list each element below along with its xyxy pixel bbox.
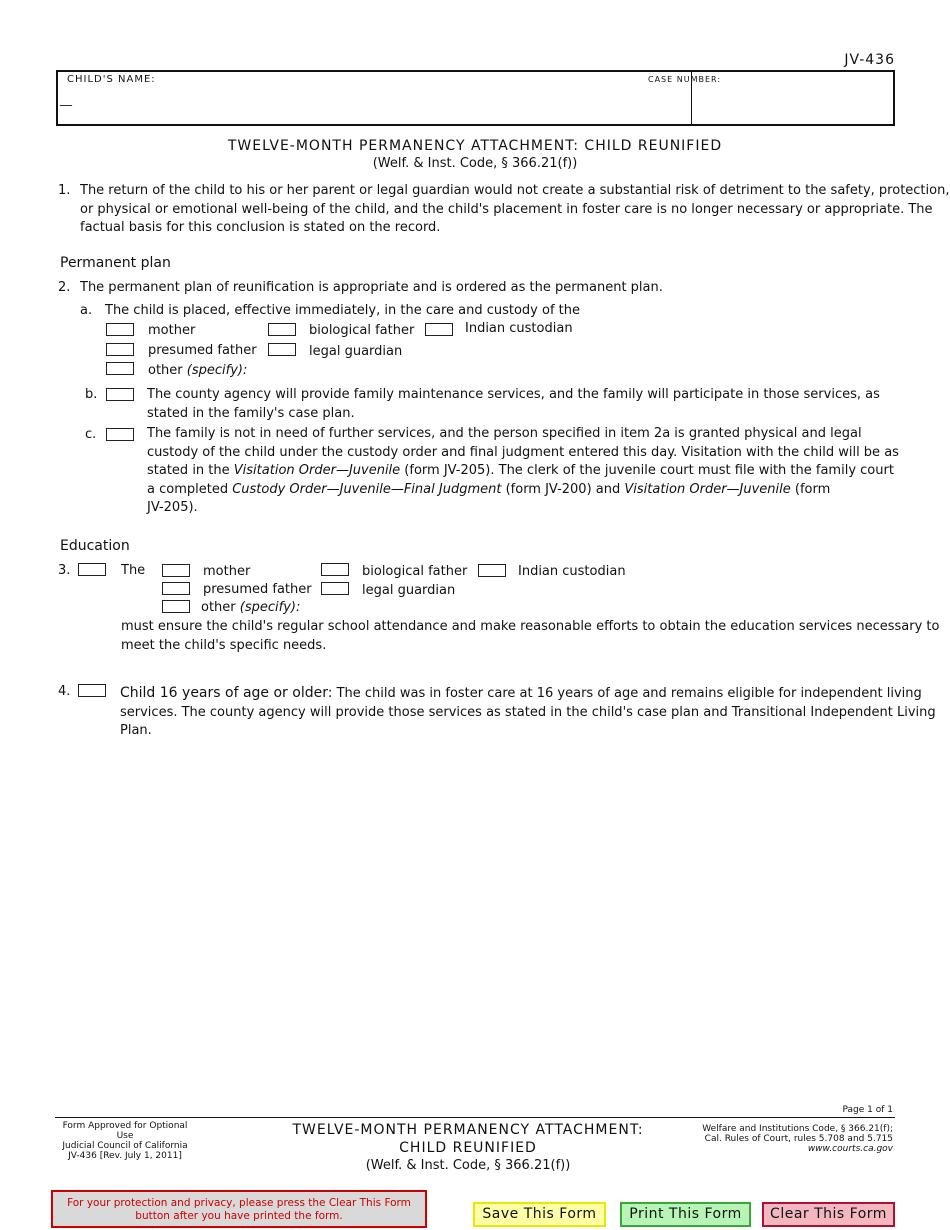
item1-line: factual basis for this conclusion is stated on the record.: [80, 220, 441, 235]
item2a-presumed-father-checkbox[interactable]: [106, 343, 134, 356]
item2a-biological-father-checkbox[interactable]: [268, 323, 296, 336]
item2a-text: The child is placed, effective immediately, in the care and custody of the: [105, 303, 581, 318]
item1-line: The return of the child to his or her parent or legal guardian would not create a substantial risk of detriment to the safety, protection,: [80, 183, 950, 198]
item2c-line: [147, 481, 899, 500]
item4-checkbox[interactable]: [78, 684, 106, 697]
section-education: Education: [60, 538, 130, 554]
item2a-other-specify: (specify):: [186, 363, 248, 378]
item2c-line3-form-name: Visitation Order—Juvenile: [233, 463, 401, 478]
footer-rule: [55, 1117, 895, 1118]
footer-title-line1: TWELVE-MONTH PERMANENCY ATTACHMENT:: [292, 1122, 644, 1138]
item2c-line4-mid: (form JV-200) and: [501, 481, 625, 497]
item2c-checkbox[interactable]: [106, 428, 134, 441]
item4-heading: Child 16 years of age or older:: [120, 685, 333, 701]
item4-number: 4.: [58, 684, 71, 699]
item3-mother-label: mother: [203, 564, 251, 579]
item1-text: [80, 182, 949, 238]
item2c-letter: c.: [85, 427, 97, 442]
section-permanent-plan: Permanent plan: [60, 255, 171, 271]
child-name-field[interactable]: __: [60, 92, 72, 106]
form-subtitle: (Welf. & Inst. Code, § 366.21(f)): [372, 156, 578, 171]
item2a-other-text: other: [148, 363, 183, 378]
item2c-line: JV-205).: [147, 500, 198, 515]
footer-subtitle: (Welf. & Inst. Code, § 366.21(f)): [365, 1158, 571, 1173]
footer-right: [633, 1124, 893, 1154]
item2a-other-checkbox[interactable]: [106, 362, 134, 375]
item2a-indian-custodian-checkbox[interactable]: [425, 323, 453, 336]
item3-text: [121, 618, 939, 655]
item3-biological-father-label: biological father: [362, 564, 468, 579]
item2a-other-specify-field[interactable]: [245, 362, 545, 380]
item2c-line: custody of the child under the custody order and final judgment entered this day. Visitation with the child will be as: [147, 444, 899, 460]
case-number-label-text: CASE NUMBER:: [648, 75, 722, 84]
footer-left-line: Judicial Council of California: [62, 1141, 188, 1151]
save-form-button[interactable]: Save This Form: [473, 1202, 606, 1227]
item4-line1: The child was in foster care at 16 years of age and remains eligible for independent living: [332, 686, 922, 701]
form-title: TWELVE-MONTH PERMANENCY ATTACHMENT: CHILD REUNIFIED: [227, 138, 723, 154]
item3-checkbox[interactable]: [78, 563, 106, 576]
item3-other-text: other: [201, 600, 236, 615]
item3-presumed-father-label: presumed father: [203, 582, 312, 597]
item2c-line4-pre: a completed: [147, 481, 233, 497]
caption-box: [56, 70, 895, 126]
item2b-checkbox[interactable]: [106, 388, 134, 401]
item2c-line4-form-name2: Visitation Order—Juvenile: [624, 481, 791, 497]
item3-legal-guardian-checkbox[interactable]: [321, 582, 349, 595]
item2a-mother-checkbox[interactable]: [106, 323, 134, 336]
item2c-line4-form-name1: Custody Order—Juvenile—Final Judgment: [232, 481, 502, 497]
case-number-field[interactable]: [698, 87, 888, 122]
child-name-label: CHILD'S NAME:: [67, 74, 156, 85]
item2b-line: stated in the family's case plan.: [147, 405, 355, 421]
privacy-notice: [51, 1190, 427, 1228]
item2c-line: The family is not in need of further services, and the person specified in item 2a is granted physical and legal: [147, 426, 862, 441]
item4-line: services. The county agency will provide those services as stated in the child's case plan and Transitional Independent Living: [120, 704, 936, 720]
footer-title-line2: CHILD REUNIFIED: [399, 1140, 537, 1156]
item3-mother-checkbox[interactable]: [162, 564, 190, 577]
item2c-line3-post: (form JV-205). The clerk of the juvenile court must file with the family court: [400, 463, 894, 478]
privacy-notice-line: button after you have printed the form.: [135, 1210, 343, 1222]
item1-line: or physical or emotional well-being of the child, and the child's placement in foster care is no longer necessary or appropriate. The: [80, 201, 933, 217]
item2-number: 2.: [58, 280, 71, 295]
item3-other-label: [201, 599, 300, 617]
item2a-legal-guardian-checkbox[interactable]: [268, 343, 296, 356]
item2c-line3-pre: stated in the: [147, 463, 234, 478]
item2a-presumed-father-label: presumed father: [148, 343, 257, 358]
item2a-letter: a.: [80, 303, 93, 318]
item2c-text: [147, 425, 899, 518]
item4-line: Plan.: [120, 723, 152, 738]
item3-the: The: [121, 563, 146, 578]
item3-line: meet the child's specific needs.: [121, 637, 327, 653]
item3-other-checkbox[interactable]: [162, 600, 190, 613]
item2a-mother-label: mother: [148, 323, 196, 338]
item2a-legal-guardian-label: legal guardian: [309, 344, 403, 359]
item2-text: The permanent plan of reunification is appropriate and is ordered as the permanent plan.: [80, 280, 663, 295]
item3-presumed-father-checkbox[interactable]: [162, 582, 190, 595]
privacy-notice-line: For your protection and privacy, please press the Clear This Form: [67, 1197, 411, 1209]
item3-number: 3.: [58, 563, 71, 578]
footer-title: [268, 1121, 668, 1174]
footer-left-line: JV-436 [Rev. July 1, 2011]: [68, 1151, 182, 1161]
footer-left-line: Form Approved for Optional Use: [62, 1121, 188, 1141]
clear-form-button[interactable]: Clear This Form: [762, 1202, 895, 1227]
item2a-indian-custodian-label: Indian custodian: [465, 321, 573, 336]
footer-right-line: Welfare and Institutions Code, § 366.21(f);: [702, 1124, 893, 1134]
item1-number: 1.: [58, 183, 71, 198]
item3-indian-custodian-label: Indian custodian: [518, 564, 626, 579]
form-number: JV-436: [844, 52, 895, 68]
footer-left: [55, 1121, 195, 1161]
footer-website[interactable]: www.courts.ca.gov: [807, 1144, 893, 1154]
item2c-line4-post: (form: [790, 481, 831, 497]
page-number: Page 1 of 1: [842, 1105, 893, 1115]
item3-legal-guardian-label: legal guardian: [362, 583, 456, 598]
item3-other-specify-field[interactable]: [298, 599, 598, 617]
item3-other-specify: (specify):: [239, 600, 301, 615]
item2a-biological-father-label: biological father: [309, 323, 415, 338]
footer-right-line: Cal. Rules of Court, rules 5.708 and 5.715: [704, 1134, 893, 1144]
item4-line: [120, 684, 936, 704]
item3-indian-custodian-checkbox[interactable]: [478, 564, 506, 577]
item3-line: must ensure the child's regular school attendance and make reasonable efforts to obtain the education services necessary to: [121, 619, 940, 634]
item2b-letter: b.: [85, 387, 98, 402]
item2b-line: The county agency will provide family maintenance services, and the family will participate in those services, as: [147, 387, 880, 402]
item2a-other-label: [148, 362, 247, 380]
item2c-line: [147, 462, 899, 481]
item2b-text: [147, 386, 880, 423]
item4-text: [120, 684, 936, 741]
print-form-button[interactable]: Print This Form: [620, 1202, 751, 1227]
item3-biological-father-checkbox[interactable]: [321, 563, 349, 576]
